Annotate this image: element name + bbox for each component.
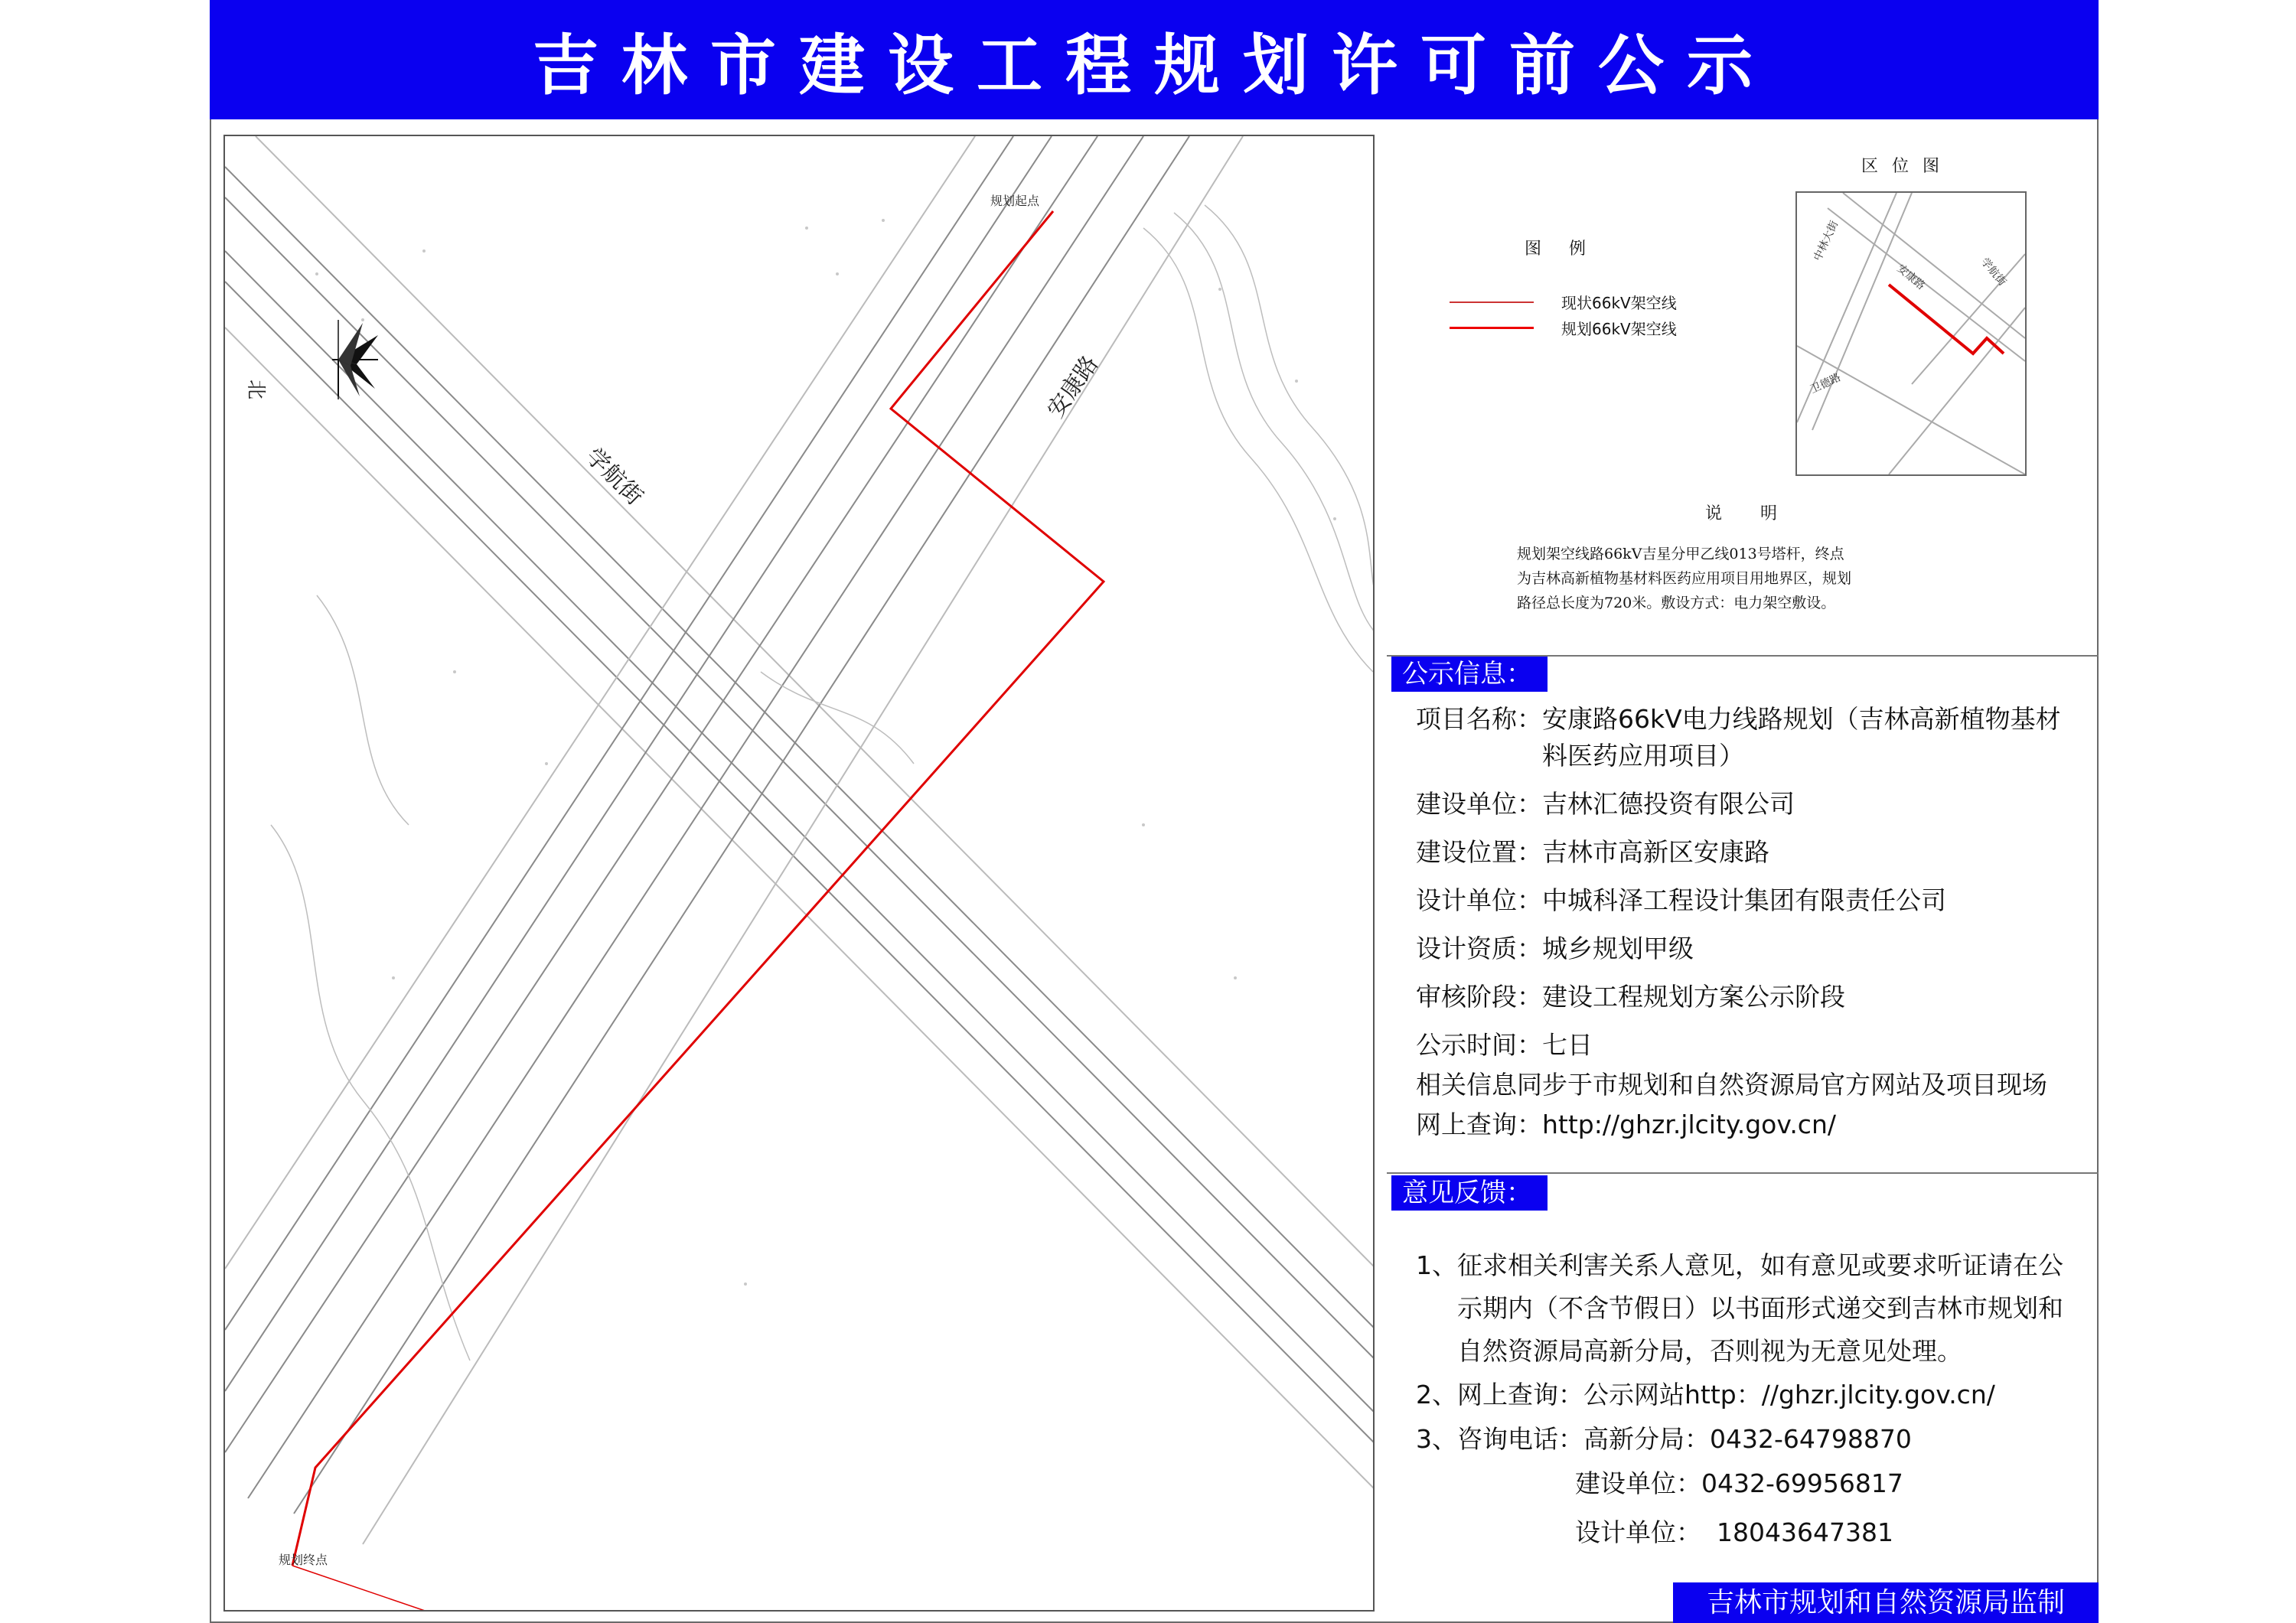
- info-row-review-stage: 审核阶段： 建设工程规划方案公示阶段: [1416, 982, 1845, 1012]
- info-row-online: 网上查询： http://ghzr.jlcity.gov.cn/: [1416, 1106, 2082, 1143]
- xuehang-street-lines: [225, 136, 1375, 1491]
- phone-label-builder: 建设单位：: [1575, 1468, 1701, 1498]
- public-info-list: [1416, 701, 2082, 1155]
- right-column: [1387, 119, 2099, 1623]
- notes-title: 说明: [1705, 504, 1816, 523]
- loc-label-zhonglin: 中林大街: [1812, 219, 1841, 263]
- legend-item-planned-line: [1450, 317, 1677, 339]
- north-arrow-icon: [332, 320, 378, 399]
- legend-title: 图例: [1525, 240, 1614, 259]
- phone-number-designer: 18043647381: [1717, 1517, 1893, 1547]
- terrain-contours: [271, 205, 1375, 1361]
- divider-feedback: [1387, 1172, 2099, 1174]
- site-plan-drawing: [225, 136, 1375, 1612]
- info-row-location: 建设位置： 吉林市高新区安康路: [1416, 837, 1769, 867]
- location-map-drawing: [1797, 193, 2025, 474]
- feedback-phone-designer: [1416, 1511, 2082, 1555]
- location-map-title: 区位图: [1861, 157, 1954, 176]
- info-row-designer: 设计单位： 中城科泽工程设计集团有限责任公司: [1416, 885, 1946, 915]
- label-ankang-road: 安康路: [1042, 350, 1104, 423]
- feedback-tag: 意见反馈：: [1391, 1175, 1548, 1211]
- site-plan-map: [223, 135, 1375, 1612]
- poster-title: 吉林市建设工程规划许可前公示: [533, 28, 1776, 104]
- feedback-item-3: 3、 咨询电话：高新分局：0432-64798870: [1416, 1424, 1912, 1454]
- feedback-item-1: 1、 征求相关利害关系人意见，如有意见或要求听证请在公示期内（不含节假日）以书面形式递交到吉林市规划和自然资源局高新分局，否则视为无意见处理。: [1416, 1250, 2063, 1366]
- loc-label-weide: 卫德路: [1808, 371, 1843, 396]
- phone-label-gaoxin: 高新分局：: [1583, 1424, 1710, 1454]
- loc-label-ankang: 安康路: [1894, 262, 1927, 293]
- online-url-link[interactable]: http://ghzr.jlcity.gov.cn/: [1542, 1110, 1836, 1139]
- planned-66kv-line: [292, 211, 1104, 1566]
- supervisor-footer: 吉林市规划和自然资源局监制: [1673, 1582, 2099, 1623]
- survey-points: [315, 219, 1336, 1286]
- legend-label-planned: 规划66kV架空线: [1561, 320, 1677, 338]
- label-xuehang-street: 学航街: [580, 442, 648, 511]
- current-line-swatch: [1450, 301, 1534, 303]
- label-plan-end: 规划终点: [279, 1553, 328, 1567]
- legend-item-current-line: [1450, 291, 1677, 313]
- notes-text: 规划架空线路66kV吉星分甲乙线013号塔杆，终点为吉林高新植物基材料医药应用项目用地界区，规划路径总长度为720米。敷设方式：电力架空敷设。: [1517, 546, 1852, 611]
- phone-number-gaoxin: 0432-64798870: [1710, 1424, 1912, 1454]
- title-bar: [210, 0, 2099, 119]
- planned-line-end-stub: [292, 1566, 432, 1612]
- feedback-item-2: 2、 网上查询：公示网站http：//ghzr.jlcity.gov.cn/: [1416, 1373, 2082, 1417]
- planned-line-swatch: [1450, 327, 1534, 329]
- info-sync-note: 相关信息同步于市规划和自然资源局官方网站及项目现场: [1416, 1070, 2047, 1100]
- phone-number-builder: 0432-69956817: [1701, 1468, 1903, 1498]
- public-info-tag: 公示信息：: [1391, 657, 1548, 692]
- feedback-list: [1416, 1244, 2082, 1555]
- label-north: 北: [244, 380, 267, 400]
- info-row-period: 公示时间： 七日: [1416, 1030, 1593, 1060]
- feedback-online-link[interactable]: 网上查询：公示网站http：//ghzr.jlcity.gov.cn/: [1457, 1380, 1995, 1410]
- info-row-qualification: 设计资质： 城乡规划甲级: [1416, 934, 1694, 963]
- loc-label-xuehang: 学航街: [1978, 256, 2009, 288]
- phone-label-designer: 设计单位：: [1575, 1517, 1701, 1547]
- legend-label-current: 现状66kV架空线: [1561, 294, 1677, 312]
- feedback-phone-builder: [1416, 1462, 2082, 1506]
- info-row-builder: 建设单位： 吉林汇德投资有限公司: [1416, 789, 1795, 819]
- location-map: [1795, 191, 2027, 476]
- info-row-project-name: 项目名称： 安康路66kV电力线路规划（吉林高新植物基材料医药应用项目）: [1416, 704, 2061, 771]
- ankang-road-lines: [225, 136, 1243, 1544]
- label-plan-start: 规划起点: [990, 194, 1040, 208]
- phone-key: 咨询电话：: [1457, 1424, 1583, 1454]
